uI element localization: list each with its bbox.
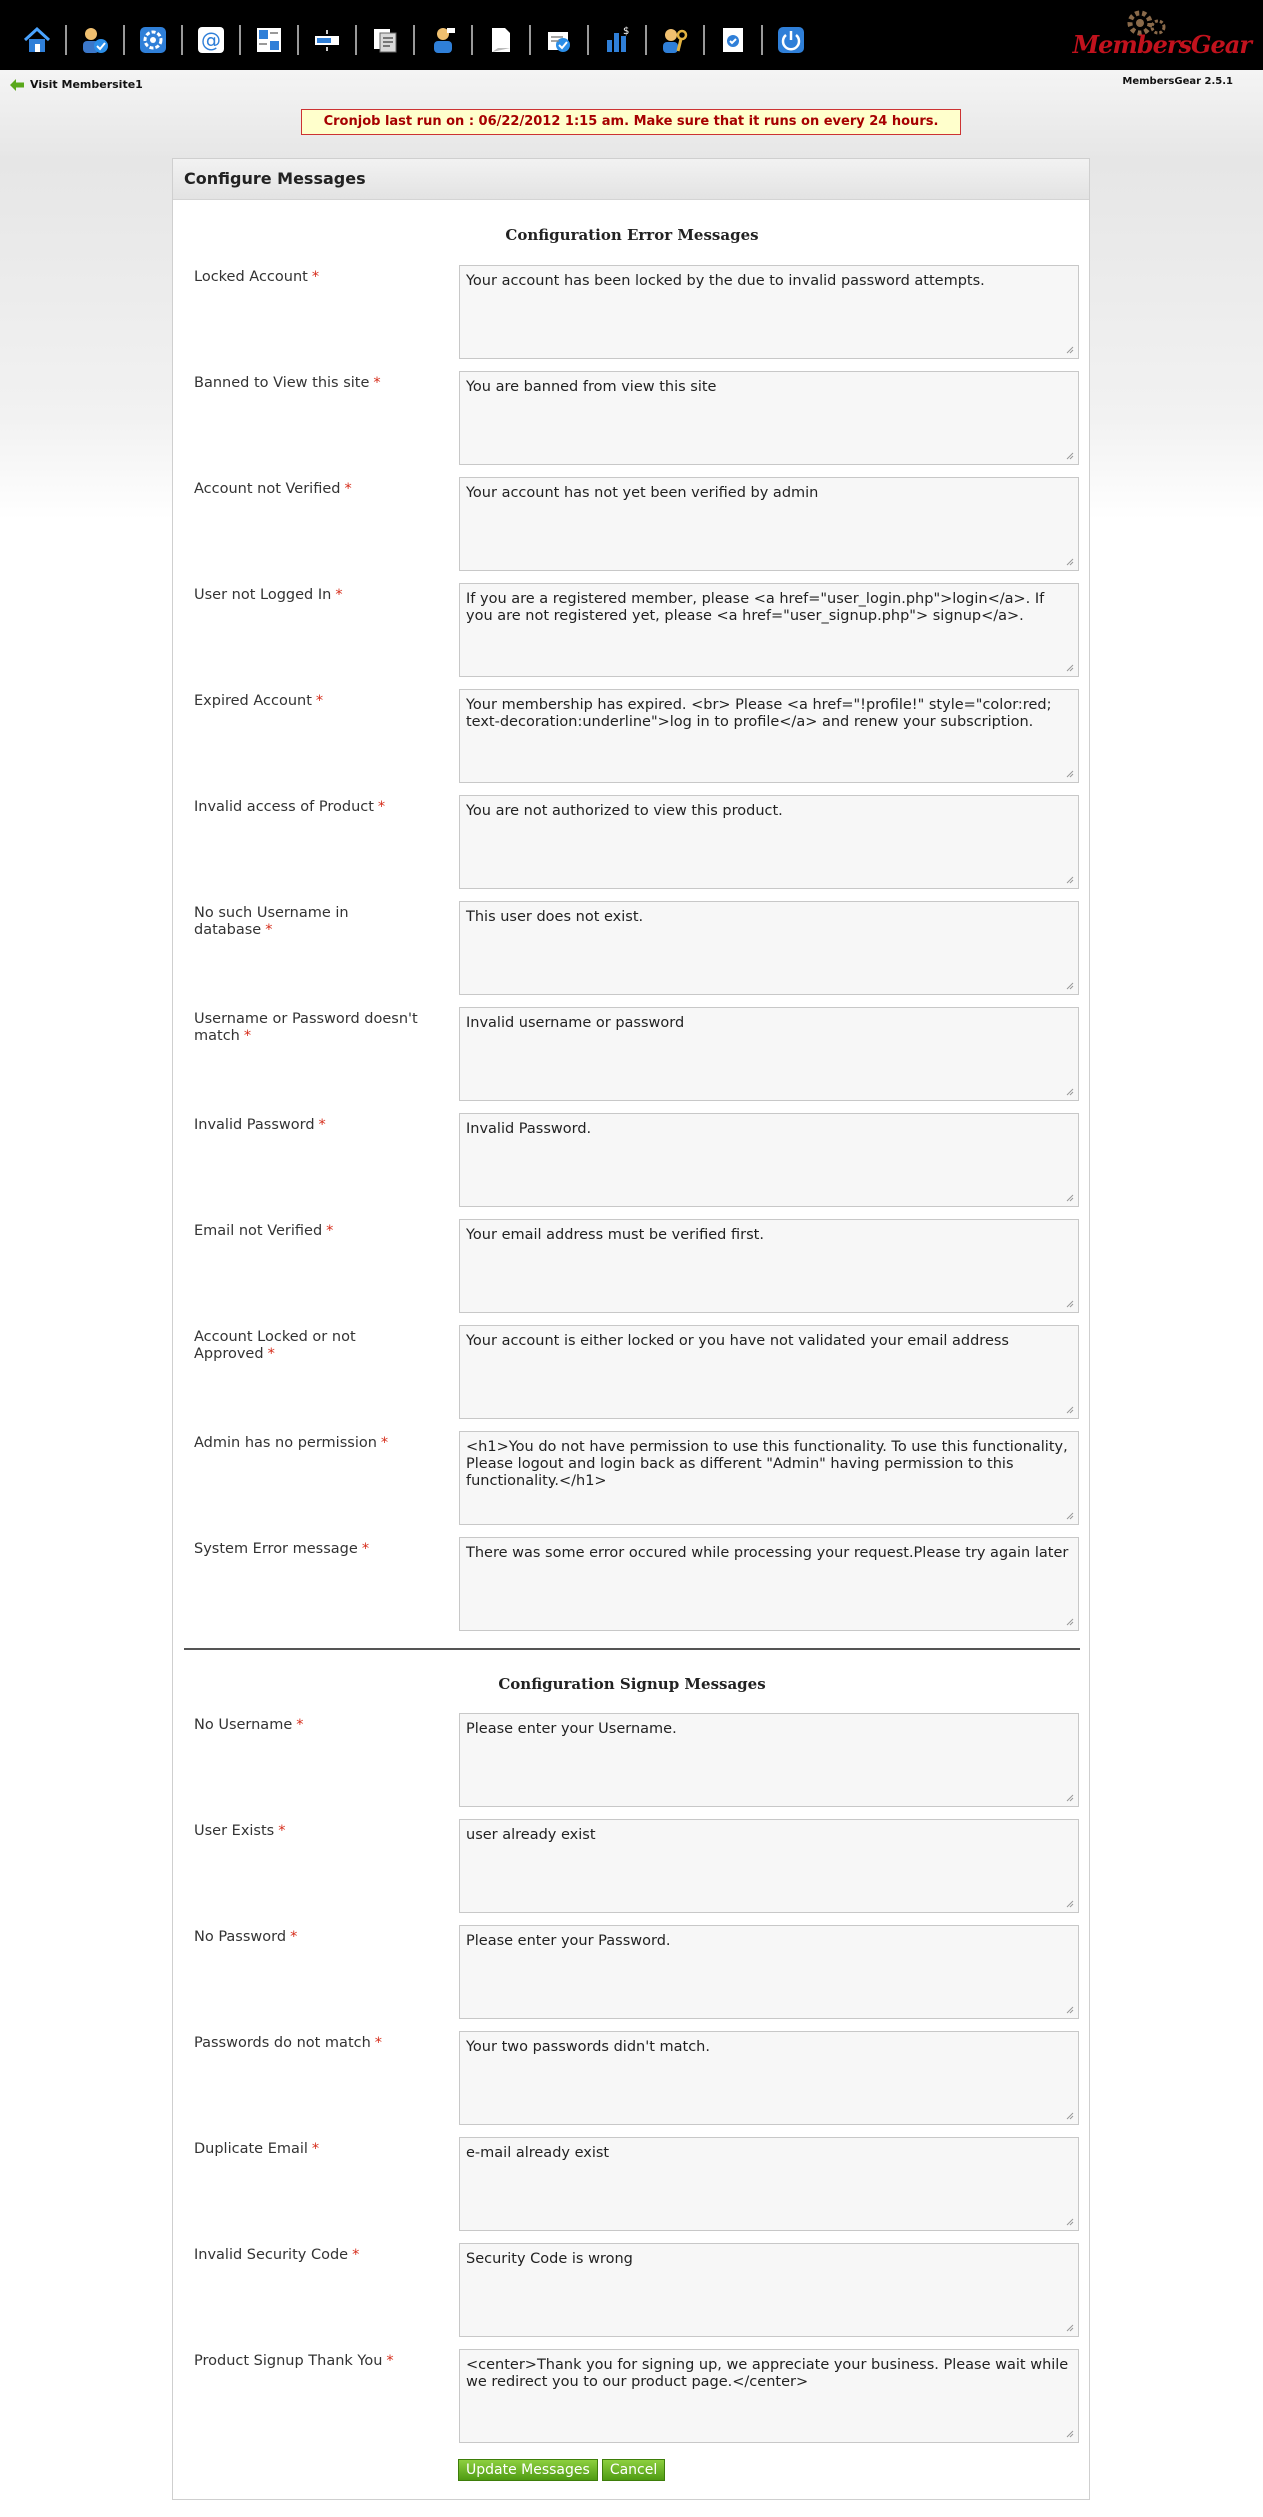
resize-grip-icon[interactable] [1065,2323,1074,2332]
form-actions [458,2459,669,2481]
message-textarea-duplicate-email[interactable] [460,2138,1078,2230]
required-marker: * [311,269,320,285]
email-icon[interactable] [192,21,230,59]
field-label-text: User not Logged In [194,587,332,603]
backup-icon[interactable] [714,21,752,59]
brand-logo[interactable] [1072,8,1251,62]
field-label [194,2035,424,2052]
field-label [194,1329,424,1363]
required-marker: * [290,1929,298,1945]
resize-grip-icon[interactable] [1065,345,1074,354]
message-textarea-banned-to-view-this-site[interactable] [460,372,1078,464]
message-textarea-invalid-access-of-product[interactable] [460,796,1078,888]
message-row-expired-account [173,689,1091,787]
message-row-passwords-do-not-match [173,2031,1091,2129]
field-label-text: Locked Account [194,269,308,285]
cron-notice: Cronjob last run on : 06/22/2012 1:15 am. Make sure that it runs on every 24 hours. [301,109,961,135]
resize-grip-icon[interactable] [1065,2217,1074,2226]
field-label-text: Account Locked or not Approved [194,1329,356,1362]
message-textarea-box [459,1537,1079,1631]
field-label-text: No such Username in database [194,905,349,938]
message-textarea-box [459,583,1079,677]
message-textarea-box [459,1325,1079,1419]
resize-grip-icon[interactable] [1065,1087,1074,1096]
field-label-text: Invalid access of Product [194,799,374,815]
resize-grip-icon[interactable] [1065,1793,1074,1802]
cancel-button[interactable]: Cancel [602,2459,665,2481]
settings-icon[interactable] [134,21,172,59]
message-row-no-username [173,1713,1091,1811]
field-label [194,2141,424,2158]
field-label-text: Email not Verified [194,1223,323,1239]
reports-icon[interactable] [598,21,636,59]
field-label-text: Passwords do not match [194,2035,371,2051]
required-marker: * [373,375,381,391]
message-textarea-username-or-password-doesn-t-match[interactable] [460,1008,1078,1100]
message-textarea-no-password[interactable] [460,1926,1078,2018]
field-label-text: Invalid Security Code [194,2247,349,2263]
message-textarea-box [459,1925,1079,2019]
field-label-text: No Username [194,1717,293,1733]
field-label-text: Expired Account [194,693,312,709]
message-textarea-box [459,2137,1079,2231]
field-label-text: No Password [194,1929,287,1945]
field-label [194,905,424,939]
required-marker: * [326,1223,334,1239]
update-messages-button[interactable]: Update Messages [458,2459,598,2481]
message-textarea-box [459,689,1079,783]
tools-icon[interactable] [656,21,694,59]
message-textarea-user-exists[interactable] [460,1820,1078,1912]
message-row-invalid-access-of-product [173,795,1091,893]
message-textarea-box [459,1219,1079,1313]
required-marker: * [267,1346,275,1362]
message-row-user-not-logged-in [173,583,1091,681]
required-marker: * [278,1823,286,1839]
message-row-locked-account [173,265,1091,363]
logout-icon[interactable] [772,21,810,59]
message-textarea-box [459,477,1079,571]
version-label: MembersGear 2.5.1 [1122,76,1233,87]
field-label [194,799,424,816]
message-textarea-system-error-message[interactable] [460,1538,1078,1630]
message-textarea-box [459,265,1079,359]
message-textarea-email-not-verified[interactable] [460,1220,1078,1312]
field-label-text: Banned to View this site [194,375,370,391]
message-textarea-account-locked-or-not-approved[interactable] [460,1326,1078,1418]
section-divider [184,1648,1080,1650]
field-label [194,481,424,498]
message-textarea-invalid-security-code[interactable] [460,2244,1078,2336]
field-label [194,1011,424,1045]
required-marker: * [296,1717,304,1733]
resize-grip-icon[interactable] [1065,557,1074,566]
toolbar-divider [123,25,125,55]
required-marker: * [344,481,352,497]
message-textarea-box [459,1007,1079,1101]
toolbar-divider [645,25,647,55]
message-textarea-box [459,1113,1079,1207]
required-marker: * [386,2353,394,2369]
admin-toolbar [18,19,810,61]
required-marker: * [318,1117,326,1133]
message-textarea-admin-has-no-permission[interactable] [460,1432,1078,1524]
toolbar-divider [761,25,763,55]
field-label [194,1929,424,1946]
pages-icon[interactable] [482,21,520,59]
field-label [194,1435,424,1452]
field-label-text: Product Signup Thank You [194,2353,383,2369]
field-label-text: Account not Verified [194,481,341,497]
message-textarea-box [459,1431,1079,1525]
message-textarea-locked-account[interactable] [460,266,1078,358]
message-row-no-password [173,1925,1091,2023]
message-textarea-invalid-password[interactable] [460,1114,1078,1206]
svg-text:$: $ [623,26,630,37]
field-label [194,2353,424,2370]
message-row-invalid-password [173,1113,1091,1211]
message-textarea-no-username[interactable] [460,1714,1078,1806]
message-row-banned-to-view-this-site [173,371,1091,469]
resize-grip-icon[interactable] [1065,1511,1074,1520]
toolbar-divider [587,25,589,55]
required-marker: * [315,693,324,709]
top-navigation-bar [0,0,1263,70]
message-row-invalid-security-code [173,2243,1091,2341]
required-marker: * [311,2141,320,2157]
products-icon[interactable] [308,21,346,59]
required-marker: * [243,1028,252,1044]
message-textarea-box [459,901,1079,995]
field-label [194,1717,424,1734]
field-label-text: Invalid Password [194,1117,315,1133]
configure-messages-panel [172,158,1090,2500]
field-label [194,1541,424,1558]
message-textarea-box [459,2243,1079,2337]
required-marker: * [377,799,386,815]
field-label [194,693,424,710]
visit-membersite-label: Visit Membersite1 [30,78,143,91]
message-textarea-no-such-username-in-database[interactable] [460,902,1078,994]
message-row-account-not-verified [173,477,1091,575]
message-row-account-locked-or-not-approved [173,1325,1091,1423]
toolbar-divider [355,25,357,55]
resize-grip-icon[interactable] [1065,1617,1074,1626]
signup-section-title: Configuration Signup Messages [498,1675,766,1693]
field-label [194,375,424,392]
message-textarea-box [459,1713,1079,1807]
message-row-system-error-message [173,1537,1091,1635]
required-marker: * [380,1435,389,1451]
toolbar-divider [239,25,241,55]
message-row-duplicate-email [173,2137,1091,2235]
message-textarea-account-not-verified[interactable] [460,478,1078,570]
resize-grip-icon[interactable] [1065,663,1074,672]
resize-grip-icon[interactable] [1065,1405,1074,1414]
field-label-text: User Exists [194,1823,275,1839]
resize-grip-icon[interactable] [1065,2005,1074,2014]
toolbar-divider [471,25,473,55]
required-marker: * [361,1541,370,1557]
toolbar-divider [703,25,705,55]
toolbar-divider [529,25,531,55]
resize-grip-icon[interactable] [1065,769,1074,778]
toolbar-divider [413,25,415,55]
resize-grip-icon[interactable] [1065,2429,1074,2438]
field-label [194,1223,424,1240]
required-marker: * [265,922,273,938]
resize-grip-icon[interactable] [1065,981,1074,990]
protect-icon[interactable] [540,21,578,59]
message-row-no-such-username-in-database [173,901,1091,999]
field-label [194,587,424,604]
panel-title: Configure Messages [173,159,1089,200]
field-label [194,1823,424,1840]
home-icon[interactable] [18,21,56,59]
field-label-text: Username or Password doesn't match [194,1011,418,1044]
visit-membersite-link[interactable] [10,78,143,91]
message-textarea-box [459,371,1079,465]
field-label [194,269,424,286]
back-arrow-icon [10,79,24,91]
svg-text:@: @ [201,28,221,52]
message-textarea-box [459,795,1079,889]
resize-grip-icon[interactable] [1065,1899,1074,1908]
message-row-username-or-password-doesn-t-match [173,1007,1091,1105]
field-label-text: Admin has no permission [194,1435,377,1451]
message-textarea-box [459,1819,1079,1913]
message-textarea-product-signup-thank-you[interactable] [460,2350,1078,2442]
field-label-text: Duplicate Email [194,2141,308,2157]
message-textarea-box [459,2349,1079,2443]
field-label [194,1117,424,1134]
message-textarea-box [459,2031,1079,2125]
resize-grip-icon[interactable] [1065,2111,1074,2120]
message-textarea-user-not-logged-in[interactable] [460,584,1078,676]
resize-grip-icon[interactable] [1065,1193,1074,1202]
resize-grip-icon[interactable] [1065,1299,1074,1308]
members-icon[interactable] [76,21,114,59]
required-marker: * [335,587,343,603]
affiliates-icon[interactable] [424,21,462,59]
toolbar-divider [297,25,299,55]
required-marker: * [352,2247,360,2263]
error-section-title: Configuration Error Messages [505,226,759,244]
field-label [194,2247,424,2264]
content-icon[interactable] [250,21,288,59]
field-label-text: System Error message [194,1541,358,1557]
toolbar-divider [65,25,67,55]
logo-text: MembersGear [1072,30,1251,59]
required-marker: * [374,2035,383,2051]
message-textarea-passwords-do-not-match[interactable] [460,2032,1078,2124]
message-row-user-exists [173,1819,1091,1917]
resize-grip-icon[interactable] [1065,451,1074,460]
message-row-admin-has-no-permission [173,1431,1091,1529]
toolbar-divider [181,25,183,55]
message-textarea-expired-account[interactable] [460,690,1078,782]
message-row-email-not-verified [173,1219,1091,1317]
payments-icon[interactable] [366,21,404,59]
resize-grip-icon[interactable] [1065,875,1074,884]
message-row-product-signup-thank-you [173,2349,1091,2447]
